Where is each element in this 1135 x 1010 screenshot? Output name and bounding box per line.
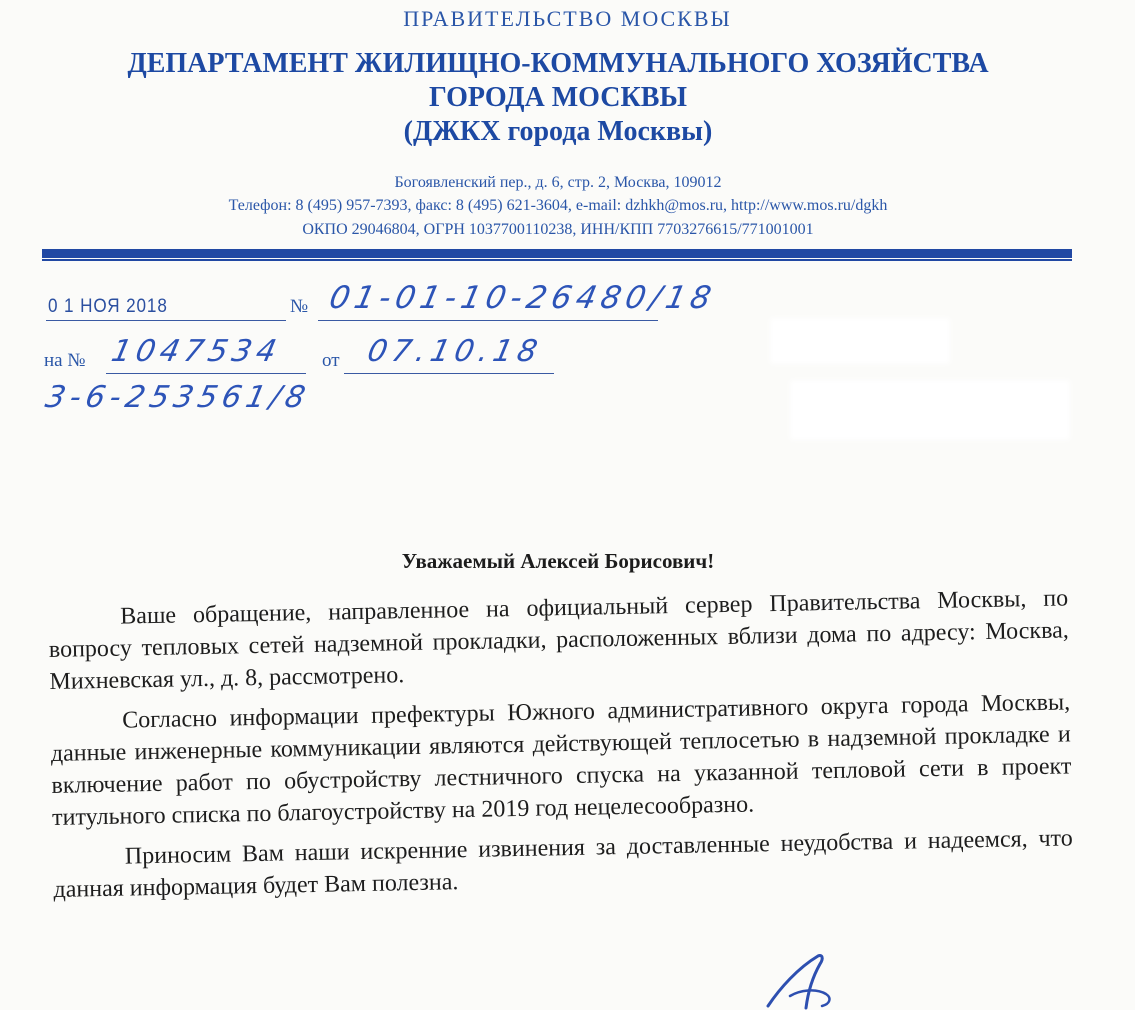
internal-number-handwritten: 3-6-253561/8 (42, 380, 314, 415)
letterhead-rule-thin (42, 259, 1072, 261)
date-underline (46, 320, 286, 321)
department-title-line1: ДЕПАРТАМЕНТ ЖИЛИЩНО-КОММУНАЛЬНОГО ХОЗЯЙСТВА (127, 48, 989, 79)
department-title-line2: ГОРОДА МОСКВЫ (429, 82, 687, 113)
department-contacts: Телефон: 8 (495) 957-7393, факс: 8 (495) 621-3604, e-mail: dzhkh@mos.ru, http://www.mos.ru/dgkh (228, 197, 888, 214)
signature-image (760, 948, 850, 1010)
salutation: Уважаемый Алексей Борисович! (401, 549, 715, 573)
reply-number-handwritten: 1047534 (108, 334, 285, 369)
government-heading: ПРАВИТЕЛЬСТВО МОСКВЫ (403, 6, 732, 31)
letterhead-rule-thick (42, 249, 1072, 258)
reply-date-underline (344, 373, 554, 374)
outgoing-number-handwritten: 01-01-10-26480/18 (326, 280, 720, 316)
body-paragraph-3: Приносим Вам наши искренние извинения за доставленные неудобства и надеемся, что данная информация будет Вам полезна. (53, 825, 1073, 903)
reply-date-handwritten: 07.10.18 (364, 334, 546, 369)
from-label: от (322, 350, 340, 371)
body-paragraph-2: Согласно информации префектуры Южного административного округа города Москвы, данные инженерные коммуникации являются действующей теплосетью в надземной прокладке и включение работ по обустройству лестничного спуска на указанной тепловой сети в проект титульного списка по благоустройству на 2019 год нецелесообразно. (50, 689, 1072, 831)
outgoing-number-underline (318, 320, 658, 321)
redacted-addressee-line2 (790, 380, 1070, 440)
reply-number-underline (106, 373, 306, 374)
date-stamp: 0 1 НОЯ 2018 (48, 296, 168, 317)
number-label: № (290, 296, 309, 317)
in-reply-label: на № (44, 350, 86, 371)
department-short-name: (ДЖКХ города Москвы) (403, 116, 713, 147)
department-registry-codes: ОКПО 29046804, ОГРН 1037700110238, ИНН/КПП 7703276615/771001001 (302, 221, 814, 238)
letter-body (48, 582, 1074, 906)
redacted-addressee-line1 (770, 318, 950, 364)
body-paragraph-1: Ваше обращение, направленное на официальный сервер Правительства Москвы, по вопросу тепловых сетей надземной прокладки, расположенных вблизи дома по адресу: Москва, Михневская ул., д. 8, рассмотрено. (48, 585, 1069, 695)
department-address: Богоявленский пер., д. 6, стр. 2, Москва, 109012 (394, 174, 722, 191)
